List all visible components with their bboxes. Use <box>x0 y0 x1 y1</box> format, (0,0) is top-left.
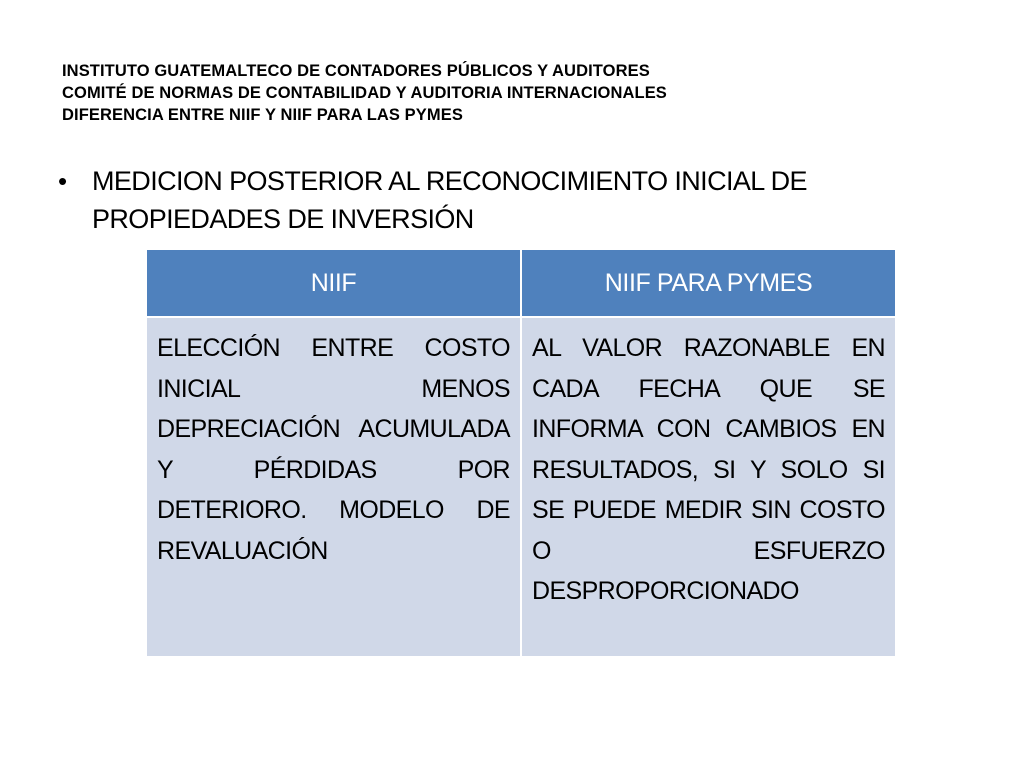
header-line-institute: INSTITUTO GUATEMALTECO DE CONTADORES PÚBLICOS Y AUDITORES <box>62 62 650 80</box>
table-row <box>146 317 896 657</box>
header-line-topic: DIFERENCIA ENTRE NIIF Y NIIF PARA LAS PYMES <box>62 106 463 124</box>
bullet-point <box>58 162 958 238</box>
table-header-row <box>146 249 896 317</box>
bullet-text: MEDICION POSTERIOR AL RECONOCIMIENTO INICIAL DE PROPIEDADES DE INVERSIÓN <box>92 166 807 234</box>
bullet-icon: • <box>58 166 68 196</box>
cell-niif: ELECCIÓN ENTRE COSTO INICIAL MENOS DEPRECIACIÓN ACUMULADA Y PÉRDIDAS POR DETERIORO. MODELO DE REVALUACIÓN <box>146 317 521 657</box>
column-header-niif: NIIF <box>146 249 521 317</box>
slide-header <box>62 60 667 126</box>
header-line-committee: COMITÉ DE NORMAS DE CONTABILIDAD Y AUDITORIA INTERNACIONALES <box>62 84 667 102</box>
column-header-niif-pymes: NIIF PARA PYMES <box>521 249 896 317</box>
comparison-table <box>145 248 897 658</box>
cell-niif-pymes: AL VALOR RAZONABLE EN CADA FECHA QUE SE INFORMA CON CAMBIOS EN RESULTADOS, SI Y SOLO SI SE PUEDE MEDIR SIN COSTO O ESFUERZO DESPROPORCIONADO <box>521 317 896 657</box>
